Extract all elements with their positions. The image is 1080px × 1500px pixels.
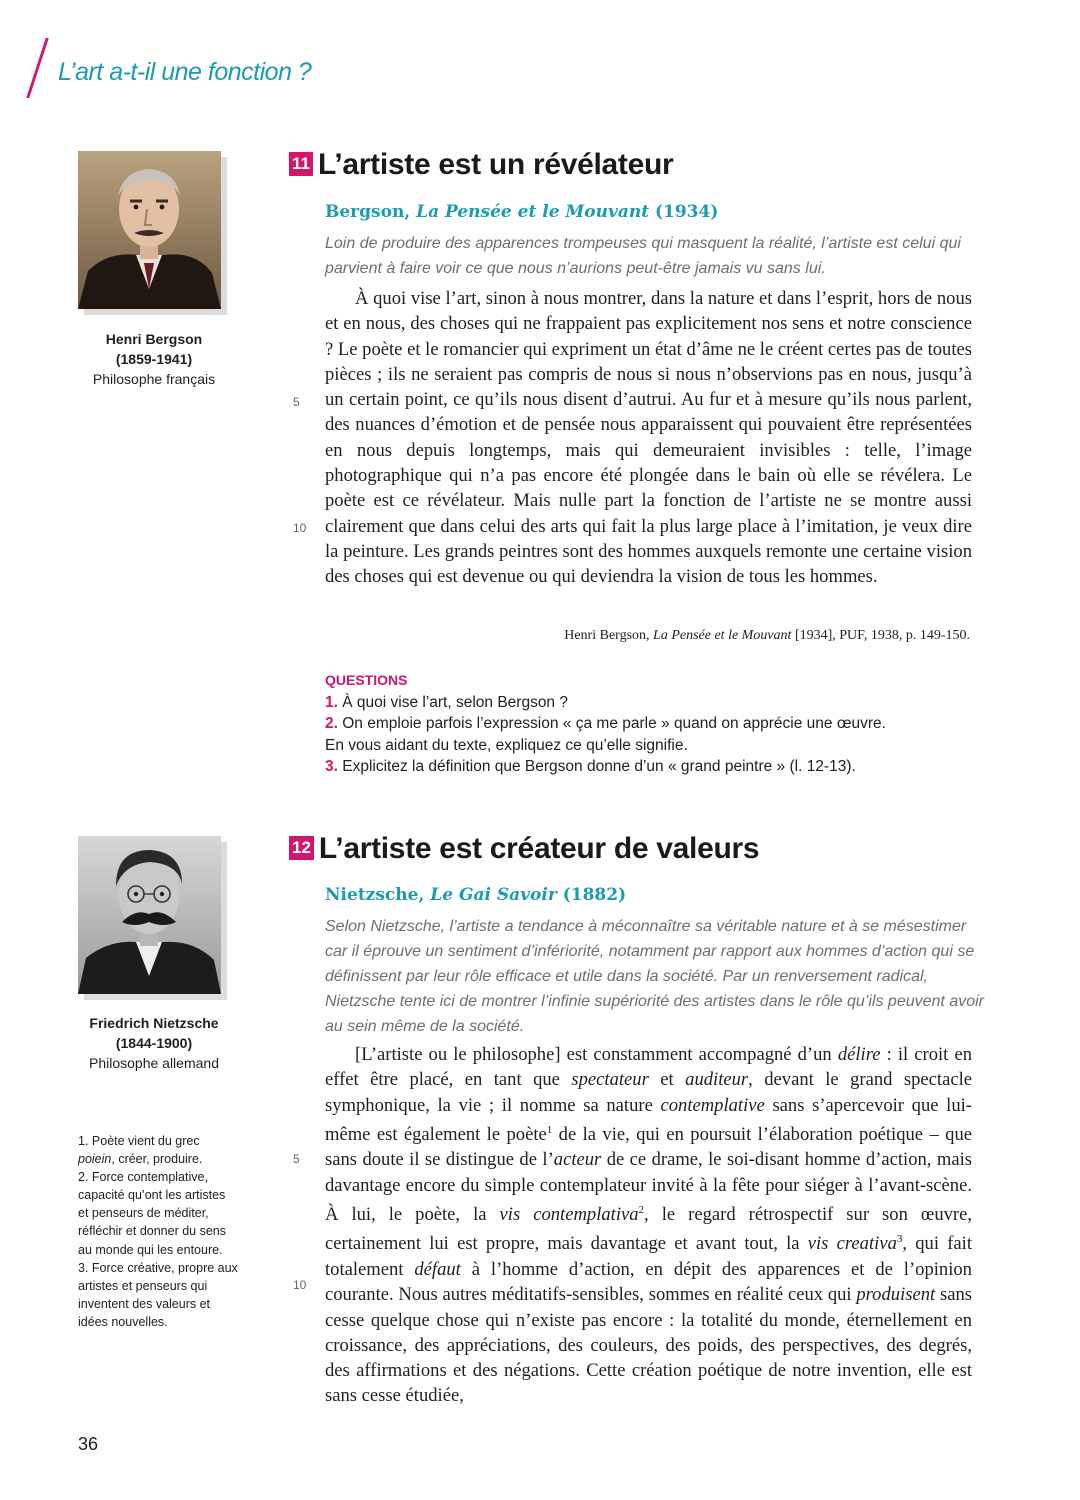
emphasis-term: délire — [837, 1044, 881, 1065]
header-accent-bar — [26, 38, 48, 98]
excerpt-body — [325, 1042, 972, 1409]
excerpt-body — [325, 286, 972, 590]
emphasis-term: spectateur — [571, 1069, 649, 1091]
text-run: , devant le grand spectacle symphonique, la vie ; il nomme sa nature — [325, 1069, 973, 1116]
text-run: sans s’apercevoir que lui-même est également le poète — [325, 1094, 972, 1146]
page-number: 36 — [78, 1434, 99, 1454]
section-title-12 — [289, 832, 759, 866]
question-number: 1. — [325, 693, 338, 711]
citation-title: La Pensée et le Mouvant — [653, 628, 792, 643]
footnote-ref: 2 — [638, 1203, 645, 1216]
source-year: (1882) — [556, 885, 627, 905]
footnote-text-end: , créer, produire. — [111, 1152, 203, 1167]
footnote-number: 2. — [78, 1170, 89, 1185]
line-number: 5 — [293, 395, 300, 409]
author-name: Friedrich Nietzsche — [89, 1015, 219, 1031]
emphasis-term: contemplative — [660, 1094, 765, 1116]
footnote-number: 1. — [78, 1134, 89, 1148]
footnote-term: poiein — [78, 1152, 112, 1167]
source-title: La Pensée et le Mouvant — [416, 202, 650, 222]
intro-text: Loin de produire des apparences trompeuses qui masquent la réalité, l’artiste est celui qui parvient à faire voir ce que nous n’aurions peut-être jamais vu sans lui. — [325, 235, 961, 277]
section-title-text: L’artiste est créateur de valeurs — [318, 832, 760, 865]
source-title: Le Gai Savoir — [430, 885, 557, 905]
excerpt-paragraph — [325, 1042, 972, 1409]
source-reference — [325, 202, 718, 222]
text-run: de la vie, qui en poursuit l’élaboration poétique – que sans doute il se distingue de l’ — [325, 1124, 972, 1171]
footnote-text: Force contemplative, capacité qu’ont les artistes et penseurs de méditer, réfléchir et donner du sens au monde qui les entoure. — [78, 1170, 227, 1257]
text-run: [L’artiste ou le philosophe] est constamment accompagné d’un — [355, 1044, 838, 1065]
question-text: À quoi vise l’art, selon Bergson ? — [342, 693, 568, 711]
source-reference — [325, 885, 626, 905]
footnote-ref: 1 — [546, 1123, 553, 1136]
text-run: à l’homme d’action, en dépit des apparences et de l’opinion courante. Nous autres méditatifs-sensibles, sommes en réalité ceux qui — [325, 1258, 972, 1306]
questions-block — [325, 670, 985, 778]
emphasis-term: vis contemplativa — [499, 1204, 639, 1226]
excerpt-paragraph: À quoi vise l’art, sinon à nous montrer, dans la nature et dans l’esprit, hors de nous et en nous, des choses qui ne frappaient pas explicitement nos sens et notre conscience ? Le poète et le romancier qui expriment un état d’âme ne le créent certes pas de toutes pièces ; ils ne seraient pas compris de nous si nous n’observions pas en nous, jusqu’à un certain point, ce qu’ils nous disent d’autrui. Au fur et à mesure qu’ils nous parlent, des nuances d’émotion et de pensée nous apparaissent qui pouvaient être représentées en nous depuis longtemps, mais qui demeuraient invisibles : telle, l’image photographique qui n’a pas encore été plongée dans le bain où elle se révélera. Le poète est ce révélateur. Mais nulle part la fonction de l’artiste ne se montre aussi clairement que dans celui des arts qui fait la plus large place à l’imitation, je veux dire la peinture. Les grands peintres sont des hommes auxquels remonte une certaine vision des choses qui est devenue ou qui deviendra la vision de tous les hommes. — [325, 288, 972, 588]
author-name: Henri Bergson — [105, 331, 203, 347]
question-text: On emploie parfois l’expression « ça me parle » quand on apprécie une œuvre. — [342, 715, 886, 732]
citation-details: [1934], PUF, 1938, p. 149-150. — [791, 628, 970, 643]
section-title-11 — [289, 148, 673, 182]
source-author: Bergson, — [325, 202, 417, 222]
question-number: 3. — [325, 758, 338, 775]
text-run: sans cesse quelque chose qui n’existe pas encore : la totalité du monde, éternellement en croissance, des appréciations, des couleurs, des poids, des perspectives, des degrés, des affirmations et des négations. Cette création poétique de notre invention, elle est sans cesse étudiée, — [325, 1284, 972, 1407]
question-text-continued: En vous aidant du texte, expliquez ce qu’elle signifie. — [325, 736, 688, 754]
bergson-portrait — [78, 151, 221, 309]
author-role: Philosophe allemand — [89, 1055, 219, 1071]
bergson-caption — [60, 329, 248, 389]
text-run: , le regard rétrospectif sur son œuvre, certainement lui est propre, mais davantage et avant tout, la — [325, 1204, 973, 1255]
footnote-text: Force créative, propre aux artistes et penseurs qui inventent des valeurs et idées nouvelles. — [78, 1260, 238, 1329]
text-run: de ce drame, le soi-disant homme d’action, mais davantage encore du simple contemplateur invité à la fête pour siéger à l’avant-scène. À lui, le poète, la — [325, 1149, 972, 1226]
author-dates: (1859-1941) — [115, 351, 193, 367]
question-number: 2. — [325, 715, 338, 732]
text-run: et — [648, 1069, 686, 1091]
footnote-text: Poète vient du grec — [88, 1134, 200, 1148]
citation-author: Henri Bergson, — [564, 628, 654, 643]
author-role: Philosophe français — [92, 371, 216, 387]
author-dates: (1844-1900) — [115, 1035, 193, 1051]
chapter-title: L’art a-t-il une fonction ? — [58, 58, 312, 86]
emphasis-term: vis creativa — [807, 1233, 897, 1255]
question-item — [325, 713, 985, 756]
nietzsche-portrait — [78, 836, 221, 994]
intro-text: Selon Nietzsche, l’artiste a tendance à méconnaître sa véritable nature et à se mésestimer car il éprouve un sentiment d’infériorité, notamment par rapport aux hommes d’action qui se définissent par leur rôle efficace et utile dans la société. Par un renversement radical, Nietzsche tente ici de montrer l’infinie supériorité des artistes dans le rôle qu’ils peuvent avoir au sein même de la société. — [325, 918, 984, 1035]
line-number: 5 — [293, 1152, 300, 1166]
source-author: Nietzsche, — [325, 885, 431, 905]
footnote-number: 3. — [78, 1260, 89, 1275]
questions-heading: QUESTIONS — [325, 672, 408, 688]
question-item — [325, 692, 985, 714]
footnote — [78, 1132, 238, 1168]
emphasis-term: auditeur — [685, 1069, 749, 1091]
footnote-ref: 3 — [896, 1233, 903, 1246]
line-number: 10 — [293, 1278, 307, 1292]
section-title-text: L’artiste est un révélateur — [317, 148, 674, 181]
citation — [564, 628, 970, 644]
text-run: : il croit en effet être placé, en tant que — [325, 1044, 972, 1091]
text-run: , qui fait totalement — [325, 1233, 972, 1280]
footnote — [78, 1259, 238, 1331]
line-number: 10 — [293, 521, 307, 535]
footnote — [78, 1168, 238, 1258]
section-number-badge: 12 — [289, 836, 314, 860]
emphasis-term: acteur — [553, 1149, 602, 1171]
question-text: Explicitez la définition que Bergson donne d’un « grand peintre » (l. 12-13). — [342, 758, 856, 775]
section-number-badge: 11 — [289, 152, 313, 176]
question-item — [325, 756, 985, 778]
footnotes — [78, 1132, 238, 1331]
source-year: (1934) — [649, 202, 719, 222]
emphasis-term: produisent — [856, 1284, 936, 1306]
emphasis-term: défaut — [414, 1258, 461, 1280]
nietzsche-caption — [60, 1013, 248, 1073]
